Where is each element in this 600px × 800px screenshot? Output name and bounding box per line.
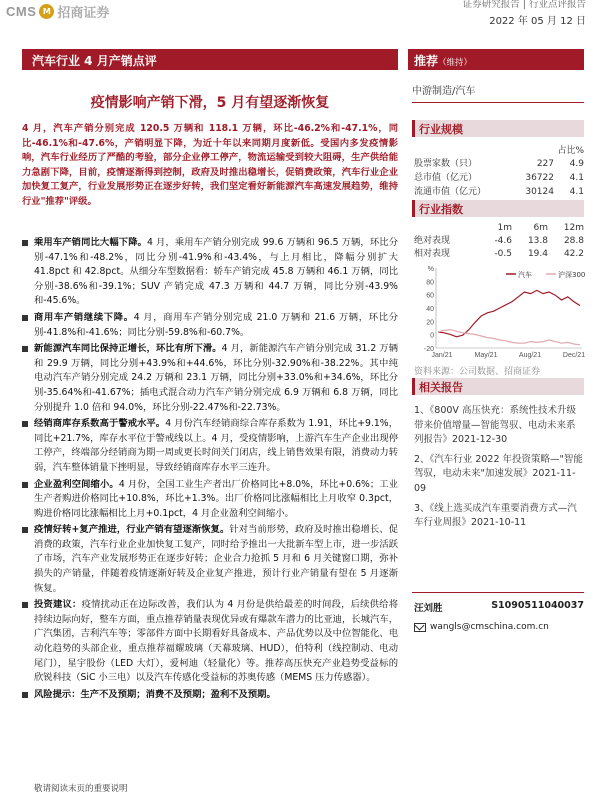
related-report-link[interactable]: 1、《800V 高压快充：系统性技术升级带来价值增量—智能驾驭、电动未来系列报告》2021-12-30	[414, 405, 576, 446]
scale-value: 30124	[525, 187, 554, 197]
logo-cms-text: CMS	[6, 3, 37, 19]
item-body: 4 月，商用车产销分别完成 21.0 万辆和 21.6 万辆，环比分别-41.8%和-41.6%；同比分别-59.8%和-60.7%。	[34, 311, 398, 338]
index-table	[414, 222, 584, 261]
y-tick-label: -20	[423, 346, 434, 353]
item-body: 疫情扰动正在边际改善，我们认为 4 月份是供给最差的时间段，后续供给将持续边际向好，整车方面，重点推荐销量表现优异或有爆款车潜力的比亚迪，长城汽车，广汽集团，吉利汽车等；零部件方面中长期看好具备成本、产品优势以及中位智能化、电动化趋势的头部企业，重点推荐福耀玻璃（天幕玻璃、HUD），伯特利（线控制动、电动尾门），星宇股份（LED 大灯），爱柯迪（轻量化）等。推荐高压快充产业趋势受益标的欣锐科技（SiC 小三电）以及汽车传感化受益标的苏奥传感（MEMS 压力传感器）。	[34, 599, 398, 684]
legend-label: 沪深300	[558, 271, 586, 279]
col-header: 6m	[533, 223, 548, 233]
index-heading: 行业指数	[412, 200, 584, 217]
bullet-square-icon	[22, 240, 28, 246]
item-head: 疫情好转+复产推进，行业产销有望逐渐恢复。	[34, 524, 230, 536]
y-tick-label: %	[427, 266, 434, 273]
related-reports	[414, 404, 584, 536]
list-item	[22, 236, 398, 309]
bullet-square-icon	[22, 315, 28, 321]
list-item	[22, 688, 398, 703]
y-tick-label: 0	[430, 332, 434, 340]
related-heading: 相关报告	[412, 378, 584, 395]
scale-table	[414, 143, 584, 199]
bullet-square-icon	[22, 602, 28, 608]
item-head: 新能源汽车同比保持正增长，环比有所下滑。	[34, 343, 222, 355]
cell: 19.4	[527, 249, 548, 259]
cell: 13.8	[527, 236, 548, 246]
legend-label: 汽车	[518, 271, 532, 279]
item-head: 乘用车产销同比大幅下降。	[34, 237, 148, 248]
item-head: 商用车产销继续下降。	[34, 311, 134, 323]
y-tick-label: 60	[426, 292, 434, 300]
scale-value: 36722	[525, 173, 554, 183]
table-row	[414, 171, 584, 185]
bullet-square-icon	[22, 482, 28, 488]
bullet-square-icon	[22, 527, 28, 533]
table-row	[414, 157, 584, 171]
series-line	[438, 330, 580, 345]
index-chart-svg	[414, 262, 586, 362]
footer-note: 敬请阅读末页的重要说明	[34, 784, 128, 794]
analyst-email[interactable]: wangls@cmschina.com.cn	[430, 622, 549, 632]
scale-name: 流通市值（亿元）	[414, 187, 487, 197]
rating-band	[408, 49, 584, 70]
table-header-row	[414, 222, 584, 235]
x-tick-label: Jan/21	[431, 352, 453, 359]
row-label: 绝对表现	[414, 236, 451, 246]
list-item	[22, 311, 398, 340]
main-list	[22, 236, 398, 704]
report-type: 证券研究报告 | 行业点评报告	[462, 0, 586, 10]
sector-label: 中游制造/汽车	[412, 86, 476, 97]
list-item	[22, 478, 398, 522]
item-head: 风险提示：	[34, 688, 81, 700]
item-head: 企业盈利空间缩小。	[34, 478, 119, 490]
divider	[412, 102, 584, 103]
rating-label: 推荐	[414, 54, 439, 68]
item-head: 投资建议：	[34, 599, 82, 611]
item-body: 针对当前形势，政府及时推出稳增长、促消费的政策，汽车行业企业加快复工复产，同时给予推出一大批新车型上市，进一步活跃了市场，汽车产业发展形势正在逐步好转；企业合力抢抓 5 月和 6 月关键窗口期，弥补损失的产销量，伴随着疫情逐渐好转及企业复产推进，预计行业产销量有望在 5 月逐渐恢复。	[34, 524, 398, 594]
bullet-square-icon	[22, 421, 28, 427]
item-body: 4 月份，全国工业生产者出厂价格同比+8.0%，环比+0.6%；工业生产者购进价格同比+10.8%，环比+1.3%。出厂价格同比涨幅相比上月收窄 0.3pct，购进价格同比涨幅相比上月+0.1pct，4 月企业盈利空间缩小。	[34, 478, 398, 519]
row-label: 相对表现	[414, 249, 451, 259]
scale-pct: 4.1	[569, 173, 584, 183]
cell: 42.2	[563, 249, 584, 259]
analyst-row	[414, 600, 584, 614]
item-head: 经销商库存系数高于警戒水平。	[34, 418, 166, 430]
col-header: 1m	[497, 223, 512, 233]
col-header	[414, 222, 476, 235]
envelope-icon	[414, 623, 426, 632]
series-line	[438, 290, 580, 336]
chart-source: 资料来源：公司数据、招商证券	[414, 367, 541, 377]
table-row	[414, 185, 584, 199]
cell: -0.5	[494, 249, 512, 259]
related-report-link[interactable]: 2、《汽车行业 2022 年投资策略—"智能驾驭，电动未来"加速发展》2021-11-09	[414, 453, 583, 494]
scale-value: 227	[536, 159, 554, 169]
analyst-cert: S1090511040037	[491, 600, 584, 611]
x-tick-label: Dec/21	[562, 352, 586, 359]
title-band: 汽车行业 4 月产销点评	[22, 49, 398, 70]
y-tick-label: 20	[426, 319, 434, 327]
x-tick-label: May/21	[474, 352, 498, 359]
index-chart	[414, 262, 586, 362]
cell: -4.6	[494, 236, 512, 246]
list-item	[22, 598, 398, 686]
scale-heading: 行业规模	[412, 120, 584, 137]
rating-sub: （维持）	[438, 58, 473, 68]
y-tick-label: 80	[426, 279, 434, 287]
headline: 疫情影响产销下滑，5 月有望逐渐恢复	[90, 95, 330, 111]
item-body: 4 月，新能源汽车产销分别完成 31.2 万辆和 29.9 万辆，同比分别+43.9%和+44.6%，环比分别-32.90%和-38.22%。其中纯电动汽车产销分别完成 24.2 万辆和 23.1 万辆，同比分别+33.0%和+34.6%，环比分别-35.64%和-41.67%；插电式混合动力汽车产销分别完成 6.9 万辆和 6.8 万辆，同比分别提升 1.0 倍和 94.0%，环比分别-22.47%和-22.73%。	[34, 343, 398, 413]
company-logo	[6, 0, 109, 22]
scale-name: 股票家数（只）	[414, 159, 478, 169]
analyst-name: 汪刘胜	[414, 603, 443, 614]
table-row	[414, 248, 584, 261]
bullet-square-icon	[22, 346, 28, 352]
logo-cn-text: 招商证券	[57, 5, 110, 21]
bullet-square-icon	[22, 692, 28, 698]
summary: 4 月，汽车产销分别完成 120.5 万辆和 118.1 万辆，环比-46.2%和-47.1%，同比-46.1%和-47.6%，产销明显下降，为近十年以来同期月度新低。受国内多发疫情影响，汽车行业经历了严酷的考验，部分企业停工停产，物流运输受到较大阻碍，生产供给能力急剧下降，目前，疫情逐渐得到控制，政府及时推出稳增长，促销费政策，汽车行业企业加快复工复产，行业发展形势正在逐步好转，我们坚定看好新能源汽车高速发展趋势，维持行业"推荐"评级。	[22, 123, 398, 207]
report-date: 2022 年 05 月 12 日	[489, 16, 586, 27]
list-item	[22, 342, 398, 415]
scale-pct: 4.1	[569, 187, 584, 197]
y-tick-label: 40	[426, 306, 434, 313]
cell: 28.8	[563, 236, 584, 246]
analyst-block	[414, 600, 584, 632]
item-body: 4 月份汽车经销商综合库存系数为 1.91，环比+9.1%，同比+21.7%，库存水平位于警戒线以上。4 月，受疫情影响，上游汽车生产企业出现停工停产，终端部分经销商为期一周或更长时间关门闭店，线上销售效果有限，消费动力转弱，汽车整体销量下挫明显，导致经销商库存水平三连升。	[34, 418, 398, 473]
col-header: 12m	[563, 223, 584, 233]
item-body: 生产不及预期；消费不及预期；盈利不及预期。	[80, 688, 276, 700]
list-item	[22, 523, 398, 596]
item-body: 4 月，乘用车产销分别完成 99.6 万辆和 96.5 万辆，环比分别-47.1%和-48.2%，同比分别-41.9%和-43.4%，与上月相比，降幅分别扩大 41.8pct 和 42.8pct。从细分车型数据看：轿车产销完成 45.8 万辆和 46.1 万辆，同比分别-38.6%和-39.1%；SUV 产销完成 47.3 万辆和 44.7 万辆，同比分别-43.9%和-45.6%。	[34, 237, 398, 307]
related-report-link[interactable]: 3、《线上选买成汽车重要消费方式—汽车行业周报》2021-10-11	[414, 502, 577, 529]
scale-pct: 4.9	[569, 159, 584, 169]
scale-unit: 占比%	[557, 146, 584, 156]
email-row	[414, 622, 584, 632]
divider	[412, 592, 584, 593]
x-tick-label: Aug/21	[518, 352, 542, 359]
scale-name: 总市值（亿元）	[414, 173, 478, 183]
table-row	[414, 235, 584, 248]
logo-mark-icon: M	[39, 4, 54, 19]
list-item	[22, 417, 398, 475]
